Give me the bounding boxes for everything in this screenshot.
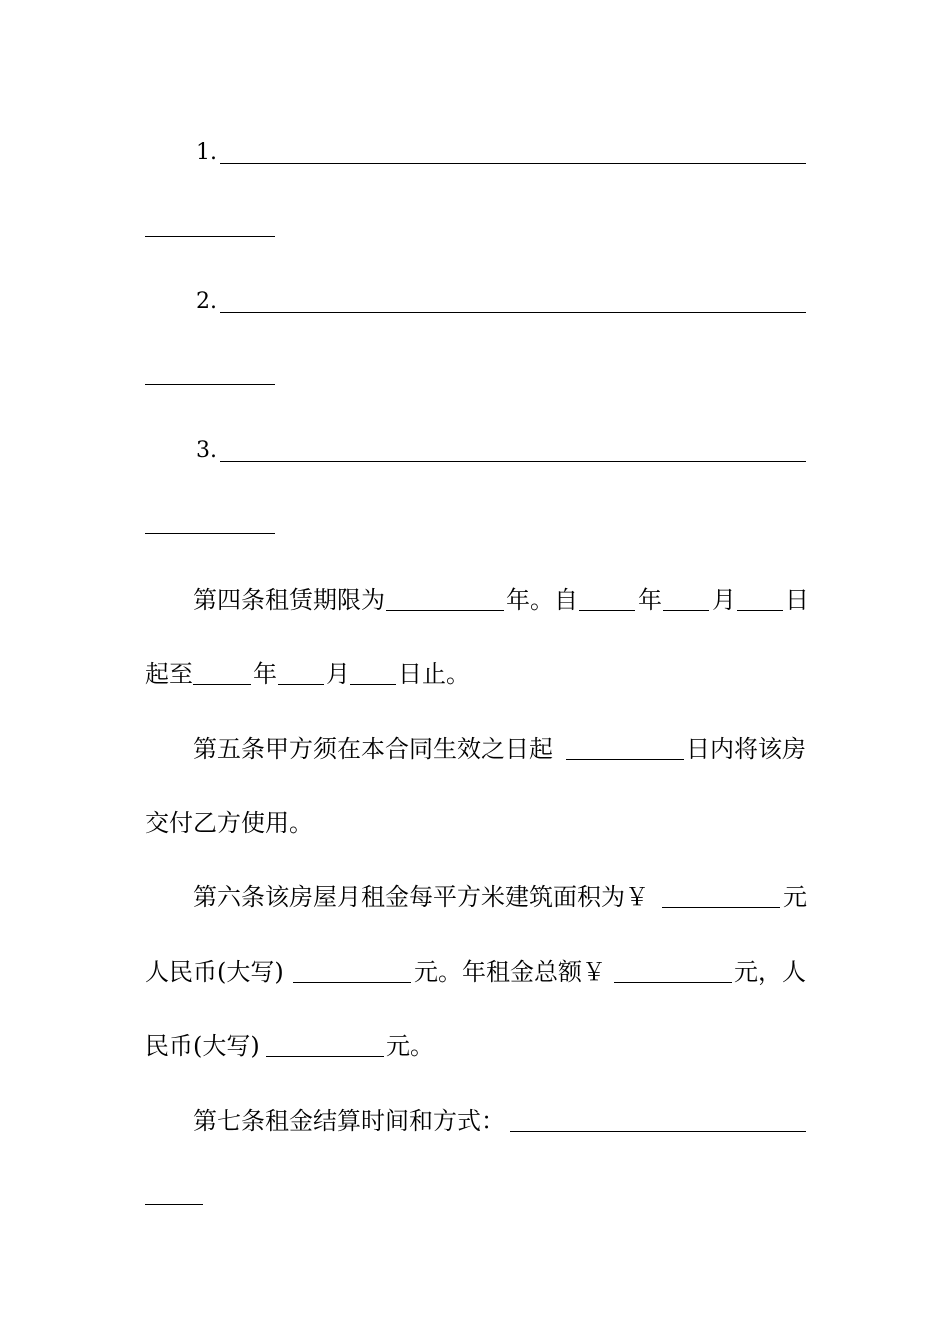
article-6-text: 第六条该房屋月租金每平方米建筑面积为￥	[193, 883, 649, 911]
article-6-text: 元。	[386, 1032, 434, 1060]
article-6-text: 元。年租金总额￥	[414, 958, 606, 986]
fill-blank	[145, 533, 275, 534]
article-6-text: 人民币(大写)	[145, 958, 284, 986]
item-number: 1.	[196, 140, 217, 165]
fill-blank	[193, 684, 251, 685]
item-number: 3.	[196, 438, 217, 463]
fill-blank	[145, 236, 275, 237]
article-7-text: 第七条租金结算时间和方式：	[193, 1107, 505, 1135]
fill-blank	[579, 610, 635, 611]
article-4-text: 日	[785, 586, 809, 614]
fill-blank	[220, 312, 806, 313]
article-7-line-2	[0, 1174, 950, 1214]
article-6-text: 民币(大写)	[145, 1032, 260, 1060]
fill-blank	[662, 907, 780, 908]
fill-blank	[266, 1056, 384, 1057]
article-4-text: 年	[638, 586, 662, 614]
fill-blank	[566, 759, 684, 760]
article-4-line-1	[0, 580, 950, 620]
article-4-text: 第四条租赁期限为	[193, 586, 385, 614]
fill-blank	[350, 684, 396, 685]
list-item-1	[0, 133, 950, 173]
list-item-2	[0, 282, 950, 322]
article-4-text: 起至	[145, 660, 193, 688]
fill-blank	[737, 610, 783, 611]
article-4-text: 年	[253, 660, 277, 688]
list-item-3-continuation	[0, 503, 950, 543]
fill-blank	[663, 610, 709, 611]
article-5-line-1	[0, 729, 950, 769]
article-5-text: 第五条甲方须在本合同生效之日起	[193, 735, 553, 763]
article-4-text: 年。自	[506, 586, 578, 614]
list-item-1-continuation	[0, 206, 950, 246]
fill-blank	[220, 461, 806, 462]
article-4-text: 月	[326, 660, 350, 688]
article-6-line-1	[0, 877, 950, 917]
article-5-line-2	[0, 803, 950, 843]
fill-blank	[293, 982, 411, 983]
article-7-line-1	[0, 1101, 950, 1141]
article-6-line-3	[0, 1026, 950, 1066]
fill-blank	[278, 684, 324, 685]
item-number: 2.	[196, 289, 217, 314]
list-item-3	[0, 431, 950, 471]
fill-blank	[145, 1204, 203, 1205]
article-4-text: 日止。	[398, 660, 470, 688]
article-4-line-2	[0, 654, 950, 694]
fill-blank	[145, 384, 275, 385]
fill-blank	[220, 163, 806, 164]
article-6-text: 元	[783, 883, 807, 911]
fill-blank	[614, 982, 732, 983]
article-5-text: 交付乙方使用。	[145, 809, 313, 837]
fill-blank	[386, 610, 504, 611]
fill-blank	[510, 1131, 806, 1132]
list-item-2-continuation	[0, 354, 950, 394]
article-4-text: 月	[712, 586, 736, 614]
article-5-text: 日内将该房	[686, 735, 806, 763]
article-6-line-2	[0, 952, 950, 992]
article-6-text: 元，人	[734, 958, 806, 986]
